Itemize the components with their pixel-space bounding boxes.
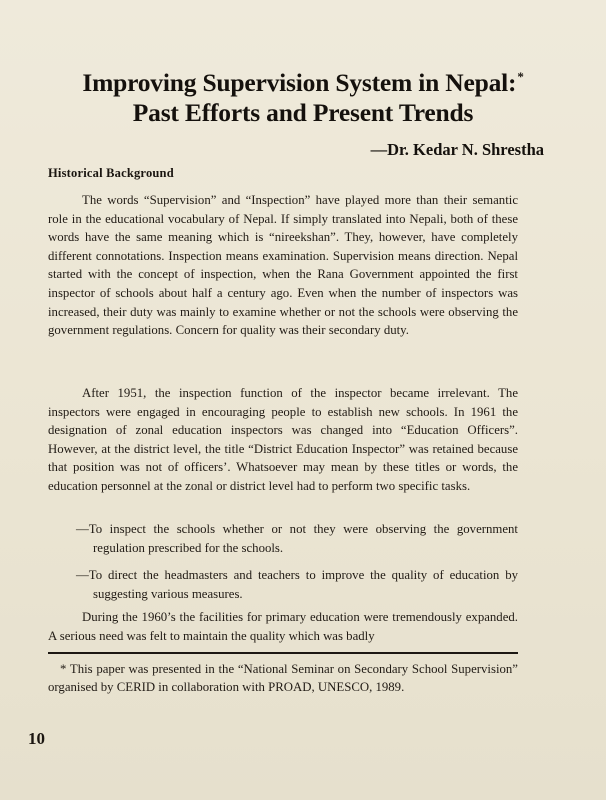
- footnote-divider: [48, 652, 518, 654]
- title-footnote-mark: *: [517, 69, 524, 84]
- bullet-item-1: —To inspect the schools whether or not they were observing the government regulation prescribed for the schools.: [76, 522, 518, 555]
- article-title: [0, 62, 606, 128]
- bullet-item-2: —To direct the headmasters and teachers to improve the quality of education by suggesting various measures.: [76, 568, 518, 601]
- title-line-2: Past Efforts and Present Trends: [132, 98, 474, 127]
- section-heading: Historical Background: [48, 166, 174, 180]
- page-number: 10: [28, 729, 45, 748]
- paragraph-2: After 1951, the inspection function of the inspector became irrelevant. The inspectors were engaged in encouraging people to establish new schools. In 1961 the designation of zonal education inspectors was changed into “Education Officers”. However, at the district level, the title “District Education Inspector” was retained because that position was not of officers’. Whatsoever may mean by these titles or words, the education personnel at the zonal or district level had to perform two specific tasks.: [48, 386, 518, 493]
- paragraph-block-1: [48, 191, 518, 340]
- author-byline: —Dr. Kedar N. Shrestha: [370, 140, 544, 159]
- paragraph-3: During the 1960’s the facilities for primary education were tremendously expanded. A serious need was felt to maintain the quality which was badly: [48, 610, 518, 643]
- paragraph-block-2: [48, 384, 518, 496]
- paragraph-block-3: [48, 608, 518, 645]
- footnote: * This paper was presented in the “National Seminar on Secondary School Supervision” organised by CERID in collaboration with PROAD, UNESCO, 1989.: [48, 662, 518, 695]
- paragraph-1: The words “Supervision” and “Inspection” have played more than their semantic role in the educational vocabulary of Nepal. If simply translated into Nepali, both of these words have the same meaning which is “nireekshan”. They, however, have completely different connotations. Inspection means examination. Supervision means direction. Nepal started with the concept of inspection, when the Rana Government appointed the first inspector of schools about half a century ago. Even when the number of inspectors was increased, their duty was mainly to examine whether or not the schools were observing the government regulations. Concern for quality was their secondary duty.: [48, 193, 518, 338]
- bullet-block-1: [76, 520, 518, 557]
- bullet-block-2: [76, 566, 518, 603]
- title-line-1: [0, 62, 606, 98]
- title-line-1-text: Improving Supervision System in Nepal:: [82, 68, 517, 97]
